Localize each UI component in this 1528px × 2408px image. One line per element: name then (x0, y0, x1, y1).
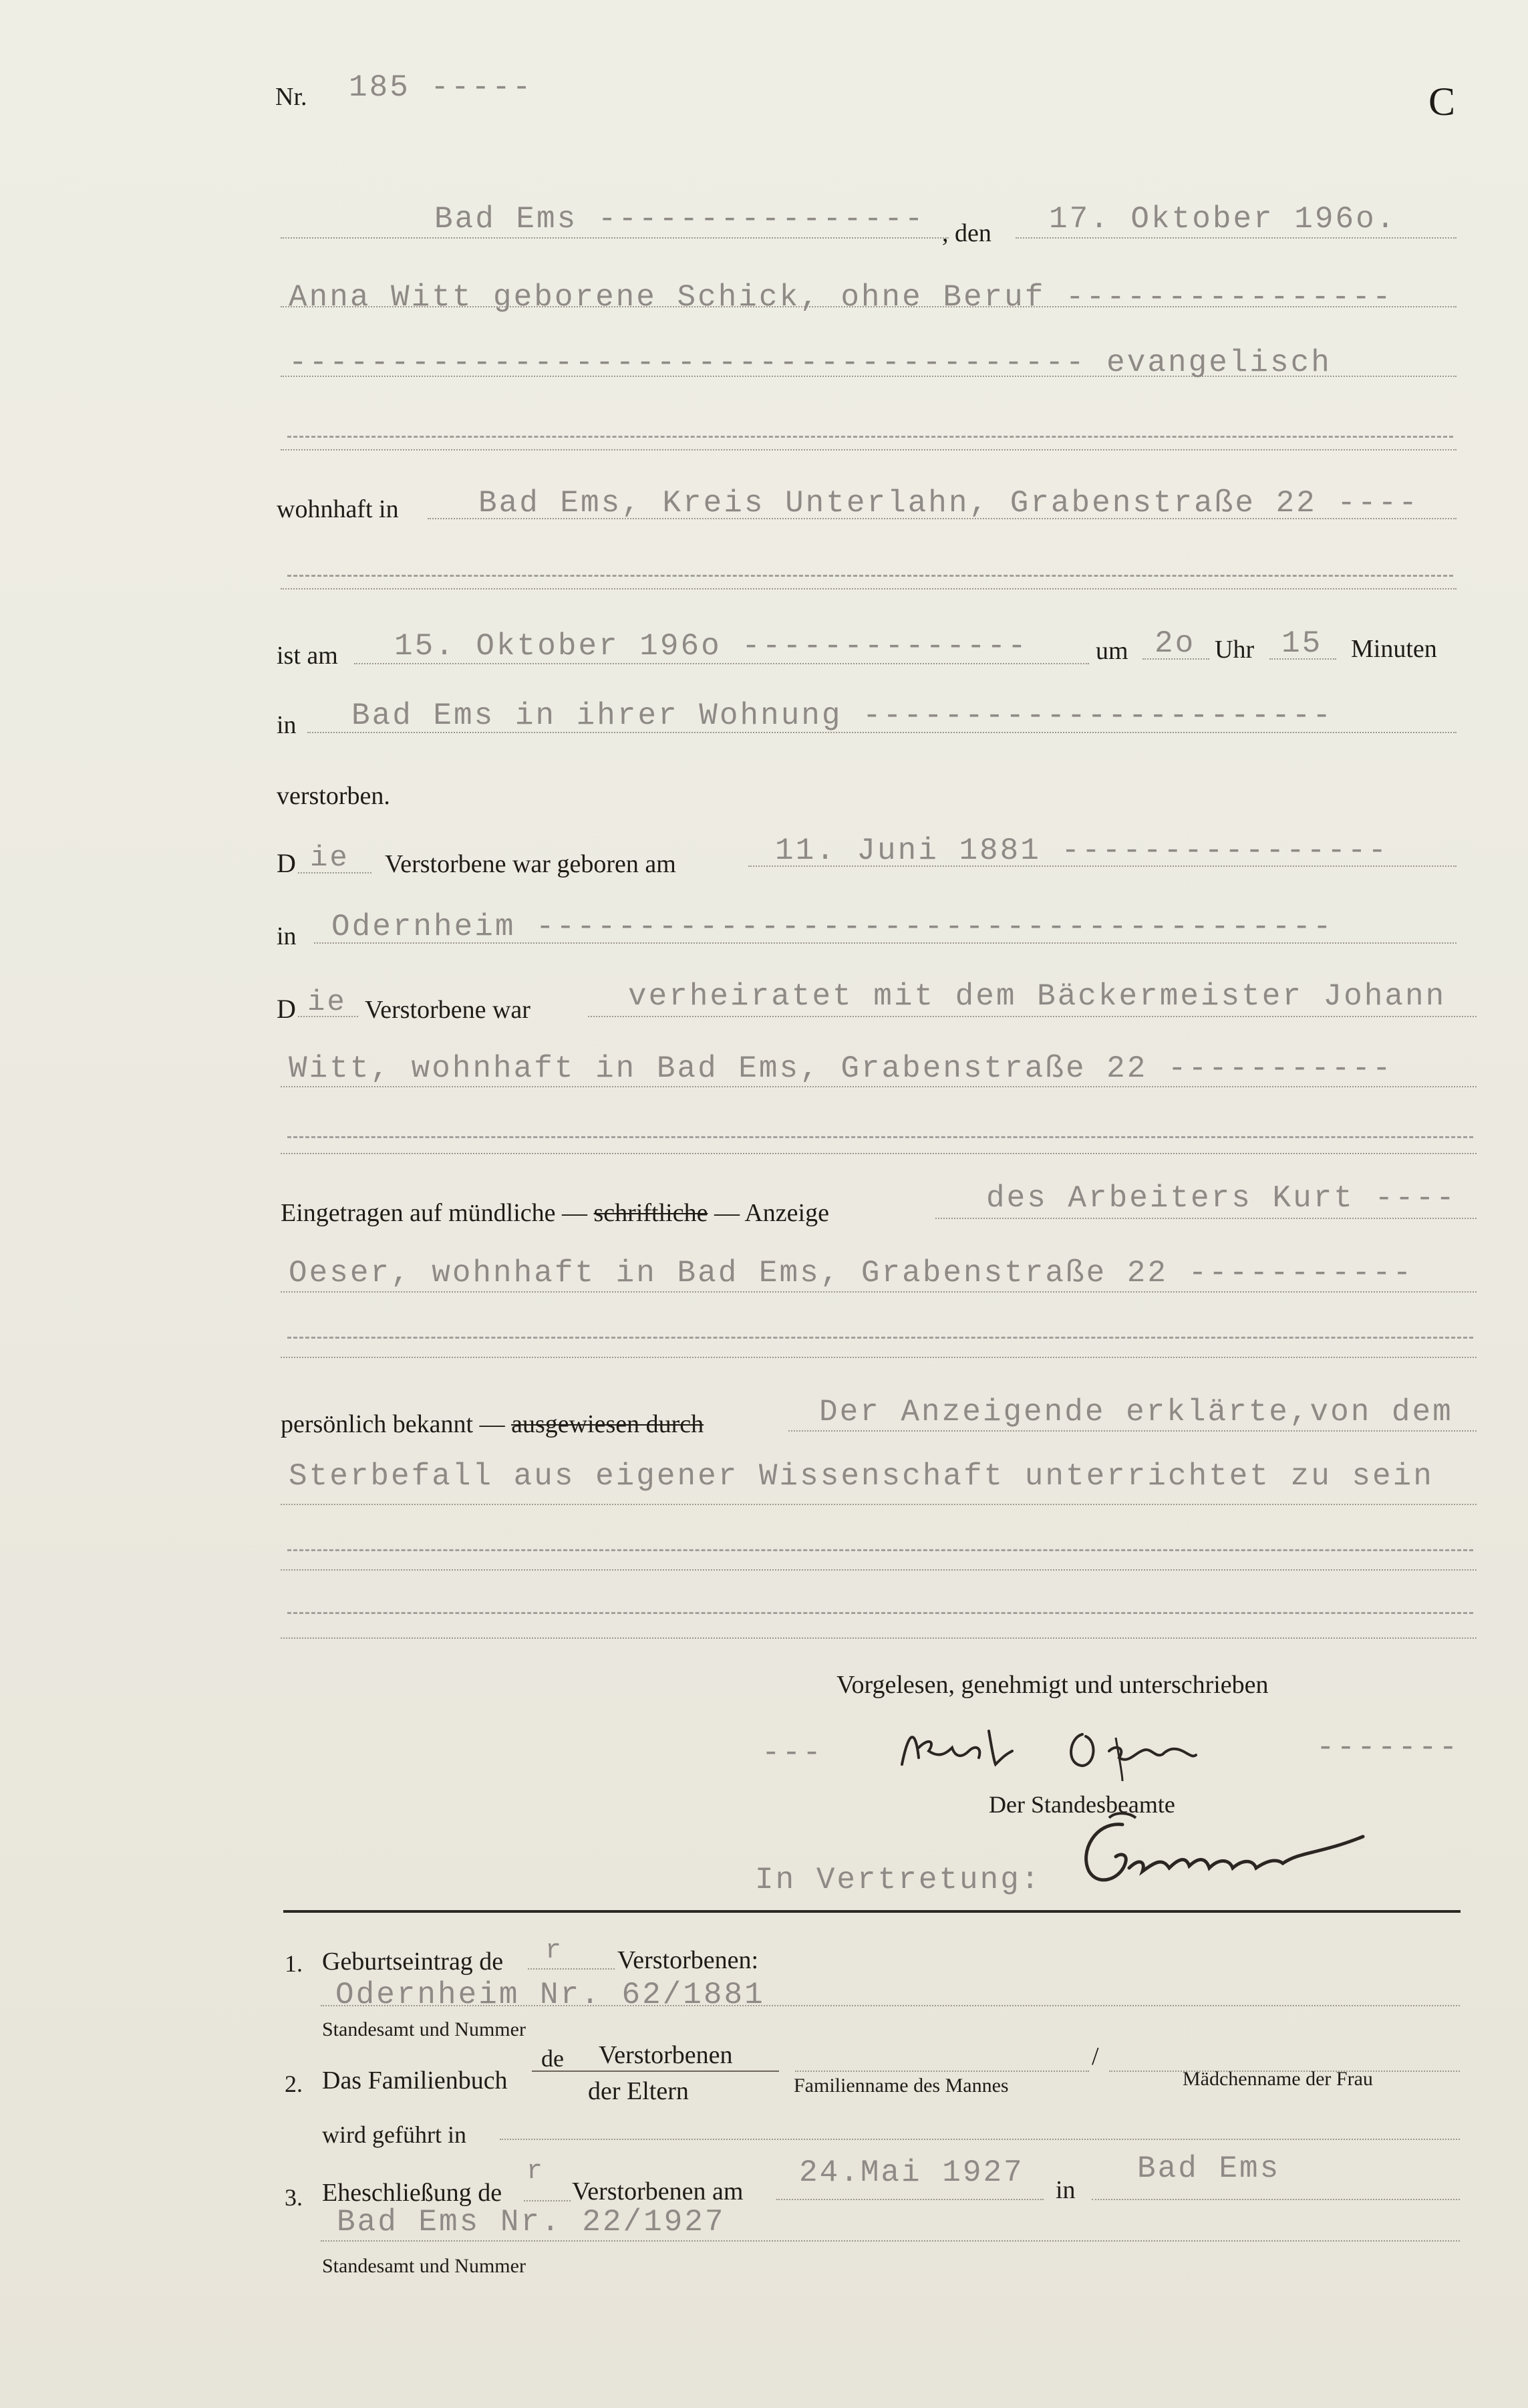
item1-label-a: Geburtseintrag de (322, 1948, 504, 1976)
identification-label-a: persönlich bekannt — (281, 1410, 505, 1438)
nr-label: Nr. (275, 83, 307, 111)
um-label: um (1096, 637, 1128, 665)
registration-label-a: Eingetragen auf mündliche — (281, 1199, 588, 1227)
informant-line-2: Oeser, wohnhaft in Bad Ems, Grabenstraße 22 ----------- (289, 1256, 1414, 1291)
in-vertretung: In Vertretung: (755, 1863, 1042, 1897)
item2-label: Das Familienbuch (322, 2066, 508, 2095)
item3-label-b: Verstorbenen am (572, 2177, 744, 2205)
filler-dash-line (287, 1337, 1473, 1339)
minuten-label: Minuten (1351, 635, 1437, 663)
uhr-label: Uhr (1215, 636, 1255, 664)
dotted-line (281, 449, 1457, 450)
item1-label-b: Verstorbenen: (617, 1946, 759, 1974)
identification-line-2: Sterbefall aus eigener Wissenschaft unterrichtet zu sein (289, 1459, 1434, 1494)
wohnhaft-label: wohnhaft in (277, 495, 399, 523)
dotted-line (795, 2070, 1089, 2072)
corner-letter: C (1428, 80, 1456, 124)
item2-fraction-line (532, 2070, 779, 2072)
signature-dash-right: ------- (1316, 1730, 1460, 1765)
item1-suffix: r (545, 1936, 564, 1966)
item1-value: Odernheim Nr. 62/1881 (335, 1978, 765, 2012)
birth-label: Verstorbene war geboren am (385, 850, 676, 878)
informant-line-1: des Arbeiters Kurt ---- (986, 1181, 1457, 1216)
dotted-line (528, 1968, 615, 1970)
dotted-line (788, 1430, 1477, 1432)
dotted-line (500, 2139, 1460, 2140)
ist-am-label: ist am (277, 642, 338, 670)
dotted-line (935, 1218, 1477, 1219)
marital-line-1: verheiratet mit dem Bäckermeister Johann (628, 979, 1446, 1014)
registration-label-struck: schriftliche (593, 1199, 708, 1227)
deceased-name-line: Anna Witt geborene Schick, ohne Beruf ---------------- (289, 280, 1393, 315)
verstorben-label: verstorben. (277, 782, 390, 810)
registrar-signature (1062, 1804, 1396, 1898)
register-number: 185 ----- (349, 70, 533, 105)
filler-dash-line (287, 575, 1453, 577)
identification-line-1: Der Anzeigende erklärte,von dem (819, 1395, 1453, 1430)
dotted-line (321, 2240, 1460, 2242)
informant-signature (889, 1711, 1316, 1784)
item3-place: Bad Ems (1137, 2151, 1281, 2186)
identification-label (281, 1412, 704, 1437)
dotted-line (776, 2199, 1044, 2200)
birth-place: Odernheim --------------------------------------- (331, 910, 1334, 944)
dotted-line (281, 1637, 1477, 1639)
dotted-line (281, 1357, 1477, 1358)
dotted-line (281, 1153, 1477, 1154)
item3-label-a: Eheschließung de (322, 2179, 502, 2207)
dotted-line (588, 1016, 1477, 1017)
marital-article: ie (307, 986, 347, 1019)
item1-number: 1. (285, 1950, 303, 1977)
item2-frau-label: Mädchenname der Frau (1183, 2068, 1373, 2090)
item2-eltern: der Eltern (588, 2077, 689, 2105)
dotted-line (281, 237, 949, 239)
item3-sublabel: Standesamt und Nummer (322, 2255, 526, 2277)
registration-date: 17. Oktober 196o. (1049, 202, 1397, 237)
filler-dash-line (287, 1136, 1473, 1138)
religion-line: --------------------------------------- evangelisch (289, 346, 1332, 380)
filler-dash-line (287, 1612, 1473, 1614)
dotted-line (281, 1086, 1477, 1087)
item2-verstorbenen: Verstorbenen (599, 2041, 733, 2069)
section-divider (283, 1910, 1461, 1913)
birth-date: 11. Juni 1881 ---------------- (775, 833, 1389, 868)
dotted-line (281, 1291, 1477, 1293)
item3-number: 3. (285, 2184, 303, 2211)
place-value: Bad Ems ---------------- (434, 202, 925, 237)
birth-in-label: in (277, 922, 297, 950)
item2-wird-label: wird geführt in (322, 2121, 466, 2148)
marital-line-2: Witt, wohnhaft in Bad Ems, Grabenstraße 22 ----------- (289, 1051, 1393, 1086)
filler-dash-line (287, 1549, 1473, 1551)
death-minute: 15 (1281, 626, 1323, 661)
marital-d-prefix: D (277, 994, 296, 1024)
dotted-line (281, 1504, 1477, 1505)
marital-label: Verstorbene war (365, 996, 530, 1024)
dotted-line (281, 588, 1457, 589)
item2-de: de (541, 2045, 564, 2072)
item2-slash: / (1092, 2042, 1099, 2070)
birth-article: ie (310, 841, 349, 875)
identification-label-struck: ausgewiesen durch (511, 1410, 704, 1438)
signature-dash-left: --- (762, 1736, 823, 1770)
item1-sublabel: Standesamt und Nummer (322, 2018, 526, 2040)
dotted-line (1092, 2199, 1460, 2200)
residence-value: Bad Ems, Kreis Unterlahn, Grabenstraße 22 ---- (478, 486, 1419, 521)
item3-in: in (1056, 2176, 1076, 2204)
death-hour: 2o (1155, 626, 1196, 661)
filler-dash-line (287, 436, 1453, 438)
registrar-label: Der Standesbeamte (989, 1791, 1175, 1818)
registration-label (281, 1200, 829, 1226)
dotted-line (1016, 237, 1457, 239)
in-label: in (277, 711, 297, 739)
birth-d-prefix: D (277, 848, 296, 878)
death-date: 15. Oktober 196o -------------- (394, 629, 1028, 664)
item3-value: Bad Ems Nr. 22/1927 (337, 2205, 726, 2240)
item3-date: 24.Mai 1927 (799, 2155, 1024, 2190)
item3-suffix: r (526, 2157, 545, 2187)
item2-number: 2. (285, 2070, 303, 2097)
item2-mann-label: Familienname des Mannes (794, 2075, 1009, 2097)
dotted-line (281, 1569, 1477, 1571)
read-approved-label: Vorgelesen, genehmigt und unterschrieben (836, 1671, 1269, 1699)
death-place: Bad Ems in ihrer Wohnung ----------------------- (351, 698, 1334, 733)
registration-label-b: — Anzeige (714, 1199, 829, 1227)
den-label: , den (942, 219, 991, 247)
dotted-line (524, 2200, 571, 2201)
